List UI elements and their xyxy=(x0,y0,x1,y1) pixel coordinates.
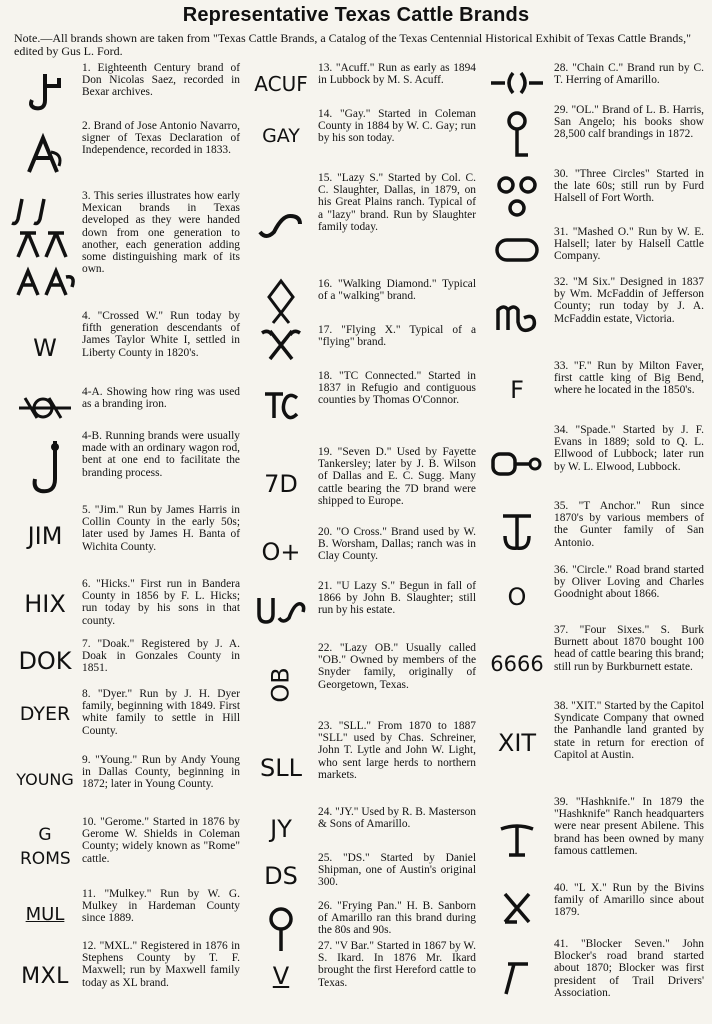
list-item xyxy=(8,430,244,504)
entry-text: 12. "MXL." Registered in 1876 in Stephens County by T. F. Maxwell; run by Maxwell family today as XL brand. xyxy=(82,940,240,989)
list-item xyxy=(8,386,244,430)
entry-text: 17. "Flying X." Typical of a "flying" brand. xyxy=(318,324,476,349)
saez-brand-icon xyxy=(8,62,82,122)
list-item xyxy=(8,310,244,386)
list-item xyxy=(244,642,480,728)
sll-brand: SLL xyxy=(260,754,302,782)
dyer-brand: DYER xyxy=(19,703,71,725)
entry-text: 11. "Mulkey." Run by W. G. Mulkey in Hardeman County since 1889. xyxy=(82,888,240,925)
entry-text: 8. "Dyer." Run by J. H. Dyer family, beginning with 1849. First white family to settle in Hill County. xyxy=(82,688,240,737)
entry-text: 10. "Gerome." Started in 1876 by Gerome W. Shields in Coleman County; widely known as "Rome" cattle. xyxy=(82,816,240,865)
entry-text: 5. "Jim." Run by James Harris in Collin County in the early 50s; later used by James H. Banta of Wichita County. xyxy=(82,504,240,553)
young-brand: YOUNG xyxy=(16,769,74,789)
list-item xyxy=(480,360,708,420)
entry-text: 27. "V Bar." Started in 1867 by W. S. Ikard. In 1876 Mr. Ikard brought the first Hereford cattle to Texas. xyxy=(318,940,476,989)
circle-brand: O xyxy=(507,583,527,611)
list-item xyxy=(244,852,480,900)
entry-text: 36. "Circle." Road brand started by Oliver Loving and Charles Goodnight about 1866. xyxy=(554,564,704,601)
list-item xyxy=(244,324,480,366)
m-six-icon xyxy=(480,276,554,360)
list-item xyxy=(480,168,708,226)
jy-brand: JY xyxy=(270,815,292,843)
lazy-s-brand-icon xyxy=(244,172,318,276)
mulkey-brand: MUL xyxy=(25,903,65,925)
list-item xyxy=(8,190,244,308)
list-item xyxy=(8,120,244,190)
list-item xyxy=(8,754,244,804)
list-item xyxy=(480,624,708,704)
list-item xyxy=(8,888,244,940)
entry-text: 26. "Frying Pan." H. B. Sanborn of Amarillo ran this brand during the 80s and 90s. xyxy=(318,900,476,937)
list-item xyxy=(480,796,708,882)
entry-text: 4-B. Running brands were usually made with an ordinary wagon rod, bent at one end to facilitate the branding process. xyxy=(82,430,240,479)
blocker-seven-icon xyxy=(480,938,554,1018)
entry-text: 3. This series illustrates how early Mexican brands in Texas developed as they were handed down from one generation to another, each generation adding some distinguishing mark of its own. xyxy=(82,190,240,276)
list-item xyxy=(244,526,480,578)
list-item xyxy=(480,500,708,564)
list-item xyxy=(480,276,708,360)
list-item xyxy=(244,62,480,106)
entry-text: 14. "Gay." Started in Coleman County in 1884 by W. C. Gay; run by his son today. xyxy=(318,108,476,145)
gerome-brand: G ROMS xyxy=(20,825,71,869)
t-anchor-icon xyxy=(480,500,554,564)
entry-text: 22. "Lazy OB." Usually called "OB." Owned by members of the Snyder family, originally of Georgetown, Texas. xyxy=(318,642,476,691)
list-item xyxy=(244,940,480,1012)
entry-text: 20. "O Cross." Brand used by W. B. Worsham, Dallas; ranch was in Clay County. xyxy=(318,526,476,563)
entry-text: 32. "M Six." Designed in 1837 by Wm. McFaddin of Jefferson County; run today by J. A. McFaddin estate, Victoria. xyxy=(554,276,704,325)
list-item xyxy=(244,370,480,442)
u-lazy-s-icon xyxy=(244,580,318,640)
entry-text: 9. "Young." Run by Andy Young in Dallas County, beginning in 1872; later in Young County. xyxy=(82,754,240,791)
seven-d-brand: 7D xyxy=(264,470,298,498)
entry-text: 24. "JY." Used by R. B. Masterson & Sons of Amarillo. xyxy=(318,806,476,831)
list-item xyxy=(480,938,708,1018)
o-cross-brand: O+ xyxy=(261,538,301,566)
entry-text: 39. "Hashknife." In 1879 the "Hashknife" Ranch headquarters were near present Abilene. This brand has been owned by many famous cattlemen. xyxy=(554,796,704,857)
acuff-brand: ACUF xyxy=(254,72,308,96)
entry-text: 35. "T Anchor." Run since 1870's by various members of the Gunter family of San Antonio. xyxy=(554,500,704,549)
entry-text: 31. "Mashed O." Run by W. E. Halsell; later by Halsell Cattle Company. xyxy=(554,226,704,263)
jim-brand: JIM xyxy=(27,522,63,550)
four-sixes-brand: 6666 xyxy=(490,652,544,676)
lx-brand-icon xyxy=(480,882,554,934)
entry-text: 33. "F." Run by Milton Faver, first cattle king of Big Bend, where he located in the 1850's. xyxy=(554,360,704,397)
entry-text: 19. "Seven D." Used by Fayette Tankersley; later by J. B. Wilson of Dallas and E. C. Sugg. Many cattle bearing the 7D brand were shipped to Europe. xyxy=(318,446,476,507)
entry-text: 1. Eighteenth Century brand of Don Nicolas Saez, recorded in Bexar archives. xyxy=(82,62,240,99)
list-item xyxy=(8,688,244,740)
walking-diamond-icon xyxy=(244,278,318,324)
list-item xyxy=(480,882,708,934)
branding-ring-icon xyxy=(8,386,82,430)
list-item xyxy=(244,278,480,324)
ol-brand-icon xyxy=(480,104,554,166)
list-item xyxy=(244,172,480,276)
hashknife-icon xyxy=(480,796,554,882)
page-title: Representative Texas Cattle Brands xyxy=(182,4,530,26)
list-item xyxy=(480,104,708,166)
entry-text: 2. Brand of Jose Antonio Navarro, signer of Texas Declaration of Independence, recorded in 1833. xyxy=(82,120,240,157)
list-item xyxy=(8,578,244,630)
entry-text: 21. "U Lazy S." Begun in fall of 1866 by John B. Slaughter; still run by his estate. xyxy=(318,580,476,617)
mexican-brand-series-icon xyxy=(8,190,82,308)
mxl-brand: MXL xyxy=(21,963,69,989)
list-item xyxy=(480,226,708,274)
navarro-brand-icon xyxy=(8,120,82,190)
list-item xyxy=(480,62,708,104)
entry-text: 25. "DS." Started by Daniel Shipman, one of Austin's original 300. xyxy=(318,852,476,889)
list-item xyxy=(8,504,244,568)
entry-text: 28. "Chain C." Brand run by C. T. Herring of Amarillo. xyxy=(554,62,704,87)
v-bar-brand: V xyxy=(272,962,290,990)
list-item xyxy=(8,940,244,1012)
entry-text: 23. "SLL." From 1870 to 1887 "SLL" used by Chas. Schreiner, John T. Lytle and John W. Light, who sent large herds to northern markets. xyxy=(318,720,476,781)
entry-text: 16. "Walking Diamond." Typical of a "walking" brand. xyxy=(318,278,476,303)
spade-icon xyxy=(480,424,554,504)
gay-brand: GAY xyxy=(262,125,300,147)
ds-brand: DS xyxy=(264,862,298,890)
tc-connected-icon xyxy=(244,370,318,442)
entry-text: 38. "XIT." Started by the Capitol Syndicate Company that owned the Panhandle land granted by state in return for erection of Capitol at Austin. xyxy=(554,700,704,761)
three-circles-icon xyxy=(480,168,554,226)
list-item xyxy=(244,806,480,852)
entry-text: 18. "TC Connected." Started in 1837 in Refugio and contiguous counties by Thomas O'Connor. xyxy=(318,370,476,407)
entry-text: 15. "Lazy S." Started by Col. C. C. Slaughter, Dallas, in 1879, on his Great Plains ranch. Typical of a "lazy" brand. Run by Slaughter family today. xyxy=(318,172,476,233)
entry-text: 29. "OL." Brand of L. B. Harris, San Angelo; his books show 28,500 calf brandings in 1872. xyxy=(554,104,704,141)
list-item xyxy=(244,720,480,816)
flying-x-icon xyxy=(244,324,318,366)
entry-text: 7. "Doak." Registered by J. A. Doak in Gonzales County in 1851. xyxy=(82,638,240,675)
mashed-o-icon xyxy=(480,226,554,274)
entry-text: 41. "Blocker Seven." John Blocker's road brand started about 1870; Blocker was first president of Trail Drivers' Association. xyxy=(554,938,704,999)
list-item xyxy=(8,62,244,122)
note: Note.—All brands shown are taken from "Texas Cattle Brands, a Catalog of the Texas Centennial Historical Exhibit of Texas Cattle Brands," edited by Gus L. Ford. xyxy=(14,31,692,58)
xit-brand: XIT xyxy=(497,729,537,757)
list-item xyxy=(244,108,480,164)
entry-text: 13. "Acuff." Run as early as 1894 in Lubbock by M. S. Acuff. xyxy=(318,62,476,87)
entry-text: 37. "Four Sixes." S. Burk Burnett about 1870 bought 100 head of cattle bearing this brand; still run by Burkburnett estate. xyxy=(554,624,704,673)
f-brand: F xyxy=(510,376,524,404)
list-item xyxy=(244,446,480,522)
entry-text: 30. "Three Circles" Started in the late 60s; still run by Furd Halsell of Fort Worth. xyxy=(554,168,704,205)
list-item xyxy=(244,580,480,640)
list-item xyxy=(480,564,708,630)
list-item xyxy=(480,700,708,786)
dok-brand: DOK xyxy=(18,647,72,675)
entry-text: 40. "L X." Run by the Bivins family of Amarillo since about 1879. xyxy=(554,882,704,919)
running-iron-icon xyxy=(8,430,82,504)
chain-c-icon xyxy=(480,62,554,104)
list-item xyxy=(480,424,708,504)
hix-brand: HIX xyxy=(24,590,66,618)
crossed-w-brand: W xyxy=(33,334,57,362)
entry-text: 6. "Hicks." First run in Bandera County in 1856 by F. L. Hicks; run today by his sons in that county. xyxy=(82,578,240,627)
entry-text: 4-A. Showing how ring was used as a branding iron. xyxy=(82,386,240,411)
entry-text: 4. "Crossed W." Run today by fifth generation descendants of James Taylor White I, settled in Liberty County in 1820's. xyxy=(82,310,240,359)
lazy-ob-brand: OB xyxy=(266,667,295,703)
list-item xyxy=(8,816,244,878)
entry-text: 34. "Spade." Started by J. F. Evans in 1889; sold to Q. L. Ellwood of Lubbock; later run by W. L. Elwood, Lubbock. xyxy=(554,424,704,473)
list-item xyxy=(8,638,244,684)
